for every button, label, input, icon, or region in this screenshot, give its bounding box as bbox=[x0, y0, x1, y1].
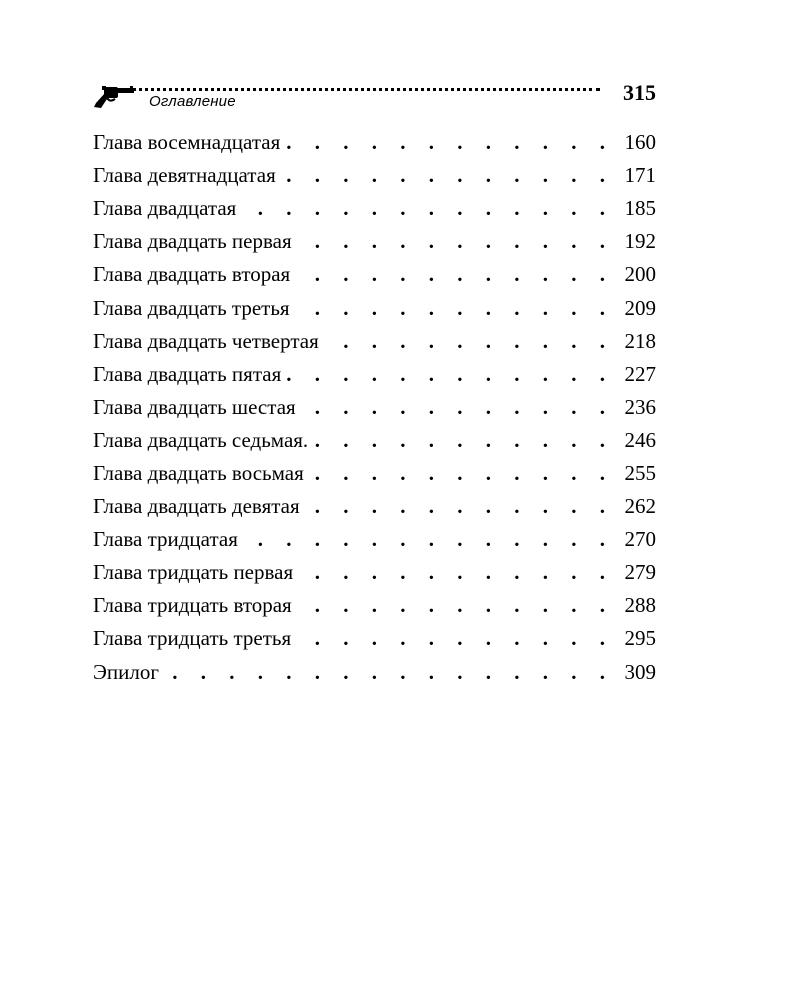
revolver-icon bbox=[92, 85, 136, 109]
toc-entry-page: 200 bbox=[624, 262, 656, 287]
table-of-contents bbox=[93, 126, 656, 689]
toc-entry-page: 218 bbox=[624, 328, 656, 353]
toc-entry bbox=[93, 225, 656, 258]
toc-entry-title: Глава тридцать первая bbox=[93, 560, 294, 585]
toc-entry-title: Глава тридцать вторая bbox=[93, 593, 292, 618]
toc-entry bbox=[93, 159, 656, 192]
toc-entry-page: 279 bbox=[624, 560, 656, 585]
toc-entry-title: Глава тридцать третья bbox=[93, 626, 292, 651]
toc-entry-page: 227 bbox=[624, 361, 656, 386]
toc-dot-leader bbox=[282, 163, 616, 188]
running-title: Оглавление bbox=[149, 93, 236, 110]
toc-entry-title: Глава двадцать пятая bbox=[93, 361, 282, 386]
toc-entry bbox=[93, 192, 656, 225]
toc-entry-title: Глава двадцать седьмая. bbox=[93, 427, 309, 452]
toc-entry-page: 288 bbox=[624, 593, 656, 618]
toc-entry bbox=[93, 556, 656, 589]
toc-dot-leader bbox=[310, 461, 616, 486]
toc-dot-leader bbox=[325, 329, 616, 354]
toc-entry-page: 270 bbox=[624, 527, 656, 552]
toc-entry-title: Глава двадцать четвертая bbox=[93, 328, 319, 353]
toc-entry bbox=[93, 656, 656, 689]
toc-dot-leader bbox=[297, 626, 616, 651]
toc-entry bbox=[93, 391, 656, 424]
toc-entry bbox=[93, 358, 656, 391]
toc-entry bbox=[93, 589, 656, 622]
toc-entry-title: Глава двадцать первая bbox=[93, 229, 292, 254]
toc-entry bbox=[93, 325, 656, 358]
toc-entry bbox=[93, 457, 656, 490]
toc-dot-leader bbox=[286, 130, 616, 155]
toc-entry-page: 255 bbox=[624, 460, 656, 485]
toc-entry-page: 185 bbox=[624, 196, 656, 221]
toc-dot-leader bbox=[298, 229, 616, 254]
header-dotted-rule bbox=[132, 88, 600, 91]
toc-entry-title: Глава тридцатая bbox=[93, 527, 238, 552]
toc-entry bbox=[93, 622, 656, 655]
toc-dot-leader bbox=[165, 660, 616, 685]
toc-entry-title: Глава двадцать вторая bbox=[93, 262, 291, 287]
toc-entry-page: 309 bbox=[624, 659, 656, 684]
toc-entry bbox=[93, 523, 656, 556]
toc-entry-title: Глава двадцать девятая bbox=[93, 494, 300, 519]
toc-dot-leader bbox=[242, 196, 616, 221]
toc-entry bbox=[93, 126, 656, 159]
toc-entry-title: Эпилог bbox=[93, 659, 159, 684]
toc-entry-page: 160 bbox=[624, 130, 656, 155]
toc-entry-page: 262 bbox=[624, 494, 656, 519]
toc-entry-page: 192 bbox=[624, 229, 656, 254]
toc-entry bbox=[93, 424, 656, 457]
toc-entry-page: 236 bbox=[624, 394, 656, 419]
toc-entry bbox=[93, 258, 656, 291]
toc-entry-title: Глава девятнадцатая bbox=[93, 163, 276, 188]
toc-entry bbox=[93, 291, 656, 324]
toc-entry-page: 295 bbox=[624, 626, 656, 651]
toc-dot-leader bbox=[298, 593, 616, 618]
toc-entry-title: Глава восемнадцатая bbox=[93, 130, 281, 155]
toc-dot-leader bbox=[296, 296, 616, 321]
toc-dot-leader bbox=[244, 527, 616, 552]
toc-entry-page: 209 bbox=[624, 295, 656, 320]
toc-entry bbox=[93, 490, 656, 523]
toc-entry-page: 171 bbox=[624, 163, 656, 188]
toc-dot-leader bbox=[299, 560, 616, 585]
toc-entry-page: 246 bbox=[624, 427, 656, 452]
toc-dot-leader bbox=[287, 362, 616, 387]
page-header bbox=[92, 80, 658, 112]
toc-dot-leader bbox=[306, 494, 616, 519]
toc-entry-title: Глава двадцать шестая bbox=[93, 394, 296, 419]
toc-entry-title: Глава двадцать третья bbox=[93, 295, 290, 320]
toc-dot-leader bbox=[302, 395, 616, 420]
toc-dot-leader bbox=[296, 262, 616, 287]
toc-dot-leader bbox=[314, 428, 616, 453]
page-number: 315 bbox=[623, 80, 656, 105]
toc-entry-title: Глава двадцать восьмая bbox=[93, 460, 304, 485]
toc-entry-title: Глава двадцатая bbox=[93, 196, 237, 221]
